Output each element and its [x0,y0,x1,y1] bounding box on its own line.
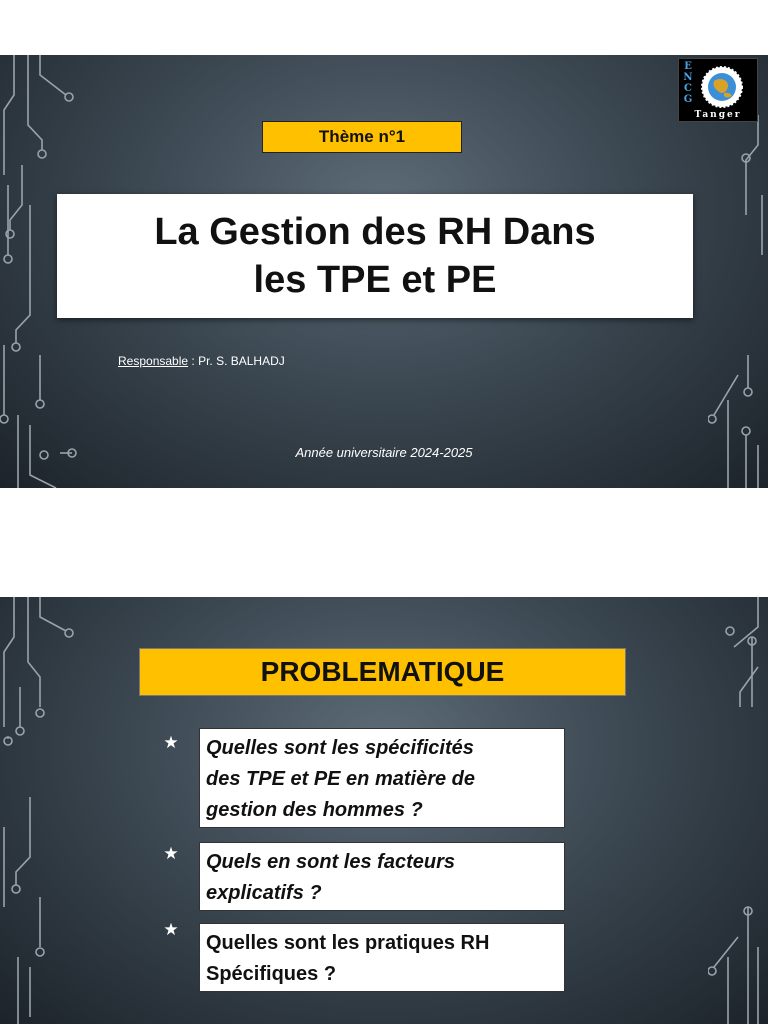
star-icon: ★ [163,844,179,864]
slide-title [154,208,595,304]
question-3: Quelles sont les pratiques RH Spécifiques ? [199,923,565,992]
problem-slide [0,597,768,1024]
academic-year: Année universitaire 2024-2025 [295,445,473,460]
encg-tanger-logo [678,58,758,122]
responsable-line [118,354,285,368]
question-2: Quels en sont les facteurs explicatifs ? [199,842,565,911]
circuit-decoration-left [0,597,80,1024]
star-icon: ★ [163,920,179,940]
question-1: Quelles sont les spécificités des TPE et PE en matière de gestion des hommes ? [199,728,565,828]
circuit-decoration-right [708,597,768,1024]
logo-city: Tanger [694,110,742,120]
title-line-2: les TPE et PE [253,259,497,301]
title-line-1: La Gestion des RH Dans [154,211,596,253]
star-icon: ★ [163,733,179,753]
problematique-heading: PROBLEMATIQUE [139,648,626,696]
responsable-label: Responsable [118,354,189,368]
title-slide [0,55,768,488]
theme-label: Thème n°1 [262,121,462,153]
logo-letters: E N C G [683,61,693,105]
globe-icon [700,65,744,109]
title-box [57,194,693,318]
responsable-value: : Pr. S. BALHADJ [188,354,285,368]
